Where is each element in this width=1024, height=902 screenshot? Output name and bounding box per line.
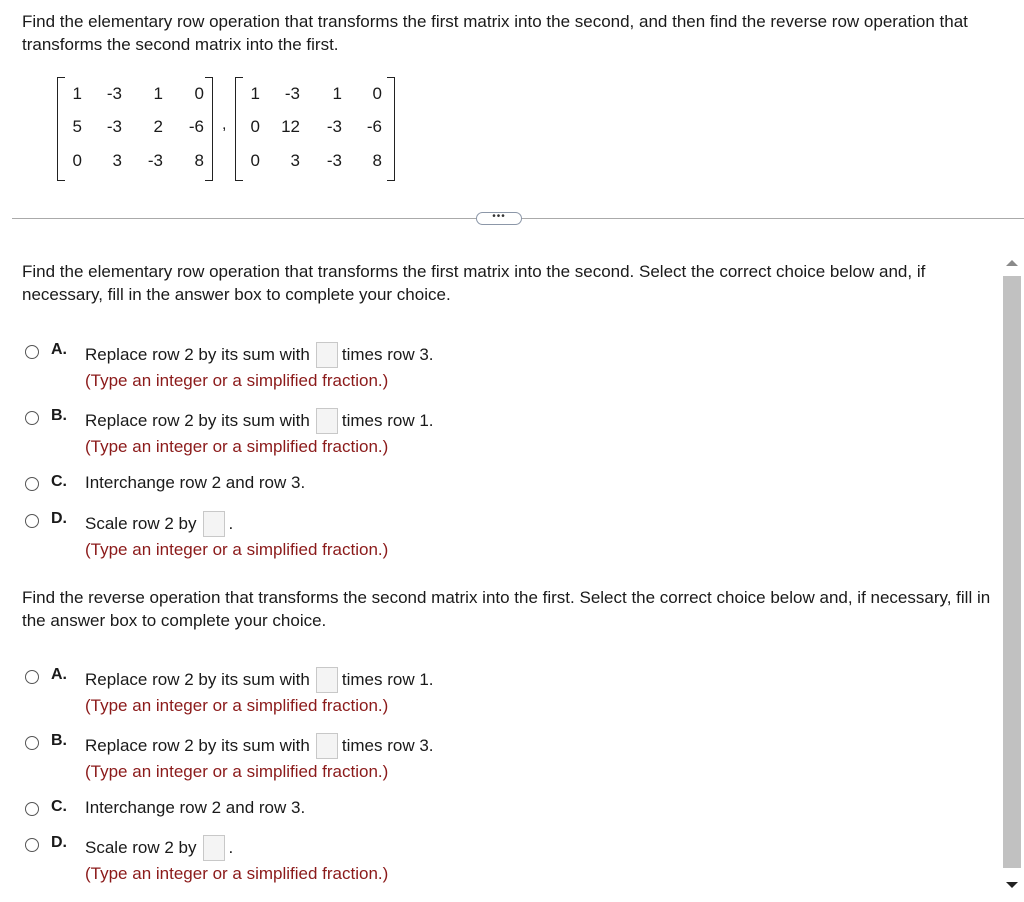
choice-hint: (Type an integer or a simplified fraction.): [85, 437, 389, 456]
matrix-cell: 0: [72, 151, 82, 170]
choice-hint: (Type an integer or a simplified fraction.): [85, 540, 389, 559]
radio-button[interactable]: [25, 514, 39, 528]
choice-text: [85, 408, 434, 434]
matrix-bracket-right: [205, 77, 213, 181]
matrix-cell: -3: [284, 84, 300, 103]
matrix-cell: 8: [372, 151, 382, 170]
scroll-up-arrow-icon[interactable]: [1006, 260, 1018, 266]
choice-text-before: Replace row 2 by its sum with: [85, 345, 310, 364]
choice-hint: (Type an integer or a simplified fraction.): [85, 371, 389, 390]
radio-button[interactable]: [25, 411, 39, 425]
matrix-cell: 1: [72, 84, 82, 103]
choice-letter: D.: [51, 834, 67, 851]
radio-button[interactable]: [25, 736, 39, 750]
problem-prompt: Find the elementary row operation that transforms the first matrix into the second, and then find the reverse row operation that transforms the second matrix into the first.: [22, 12, 968, 54]
choice-letter: B.: [51, 732, 67, 749]
choice-text: [85, 342, 434, 368]
matrix-second: [235, 77, 395, 179]
radio-button[interactable]: [25, 670, 39, 684]
vertical-scrollbar[interactable]: [1000, 252, 1024, 902]
matrix-cell: -6: [188, 117, 204, 136]
matrix-bracket-right: [387, 77, 395, 181]
choice-text: [85, 835, 233, 861]
matrix-cell: 8: [194, 151, 204, 170]
choice-text-after: .: [228, 838, 234, 857]
radio-button[interactable]: [25, 477, 39, 491]
matrix-cell: 0: [250, 117, 260, 136]
answer-box[interactable]: [203, 835, 225, 861]
matrix-cell: 1: [332, 84, 342, 103]
choice-text: [85, 667, 434, 693]
answer-box[interactable]: [316, 667, 338, 693]
matrix-cell: -3: [326, 151, 342, 170]
choice-letter: A.: [51, 666, 67, 683]
choice-text: [85, 733, 434, 759]
matrix-cell: 0: [194, 84, 204, 103]
matrix-cell: 3: [290, 151, 300, 170]
choice-text-before: Replace row 2 by its sum with: [85, 736, 310, 755]
matrix-first: [57, 77, 213, 179]
matrix-cell: 1: [250, 84, 260, 103]
matrix-cell: -3: [326, 117, 342, 136]
radio-button[interactable]: [25, 838, 39, 852]
choice-text-after: times row 1.: [341, 411, 434, 430]
choice-text-after: times row 3.: [341, 345, 434, 364]
matrix-cell: -6: [366, 117, 382, 136]
choice-text-after: times row 3.: [341, 736, 434, 755]
matrix-cell: 0: [372, 84, 382, 103]
matrix-cell: 3: [112, 151, 122, 170]
choice-text-before: Scale row 2 by: [85, 838, 197, 857]
choice-letter: C.: [51, 473, 67, 490]
choice-text-after: times row 1.: [341, 670, 434, 689]
matrix-cell: 1: [153, 84, 163, 103]
matrix-cell: 0: [250, 151, 260, 170]
choice-letter: D.: [51, 510, 67, 527]
choice-text-before: Replace row 2 by its sum with: [85, 411, 310, 430]
radio-button[interactable]: [25, 802, 39, 816]
scroll-down-arrow-icon[interactable]: [1006, 882, 1018, 888]
matrix-cell: 12: [281, 117, 300, 136]
matrix-separator: ,: [222, 116, 227, 133]
part1-question: Find the elementary row operation that transforms the first matrix into the second. Select the correct choice below and, if necessary, fill in the answer box to complete your choice.: [22, 262, 926, 304]
answer-box[interactable]: [316, 733, 338, 759]
choice-letter: C.: [51, 798, 67, 815]
matrix-cell: 2: [153, 117, 163, 136]
choice-letter: A.: [51, 341, 67, 358]
radio-button[interactable]: [25, 345, 39, 359]
choice-hint: (Type an integer or a simplified fraction.): [85, 696, 389, 715]
matrix-cell: -3: [106, 117, 122, 136]
more-button[interactable]: •••: [476, 212, 522, 225]
answer-box[interactable]: [203, 511, 225, 537]
choice-hint: (Type an integer or a simplified fraction.): [85, 762, 389, 781]
matrix-cell: -3: [147, 151, 163, 170]
choice-text: Interchange row 2 and row 3.: [85, 798, 306, 817]
answer-box[interactable]: [316, 342, 338, 368]
choice-text-before: Scale row 2 by: [85, 514, 197, 533]
part2-question: Find the reverse operation that transforms the second matrix into the first. Select the correct choice below and, if necessary, fill in the answer box to complete your choice.: [22, 588, 991, 630]
choice-text: [85, 511, 233, 537]
choice-text-before: Replace row 2 by its sum with: [85, 670, 310, 689]
matrix-cell: 5: [72, 117, 82, 136]
scrollbar-thumb[interactable]: [1003, 276, 1021, 868]
choice-letter: B.: [51, 407, 67, 424]
choice-text: Interchange row 2 and row 3.: [85, 473, 306, 492]
choice-hint: (Type an integer or a simplified fraction.): [85, 864, 389, 883]
matrix-cell: -3: [106, 84, 122, 103]
choice-text-after: .: [228, 514, 234, 533]
answer-box[interactable]: [316, 408, 338, 434]
